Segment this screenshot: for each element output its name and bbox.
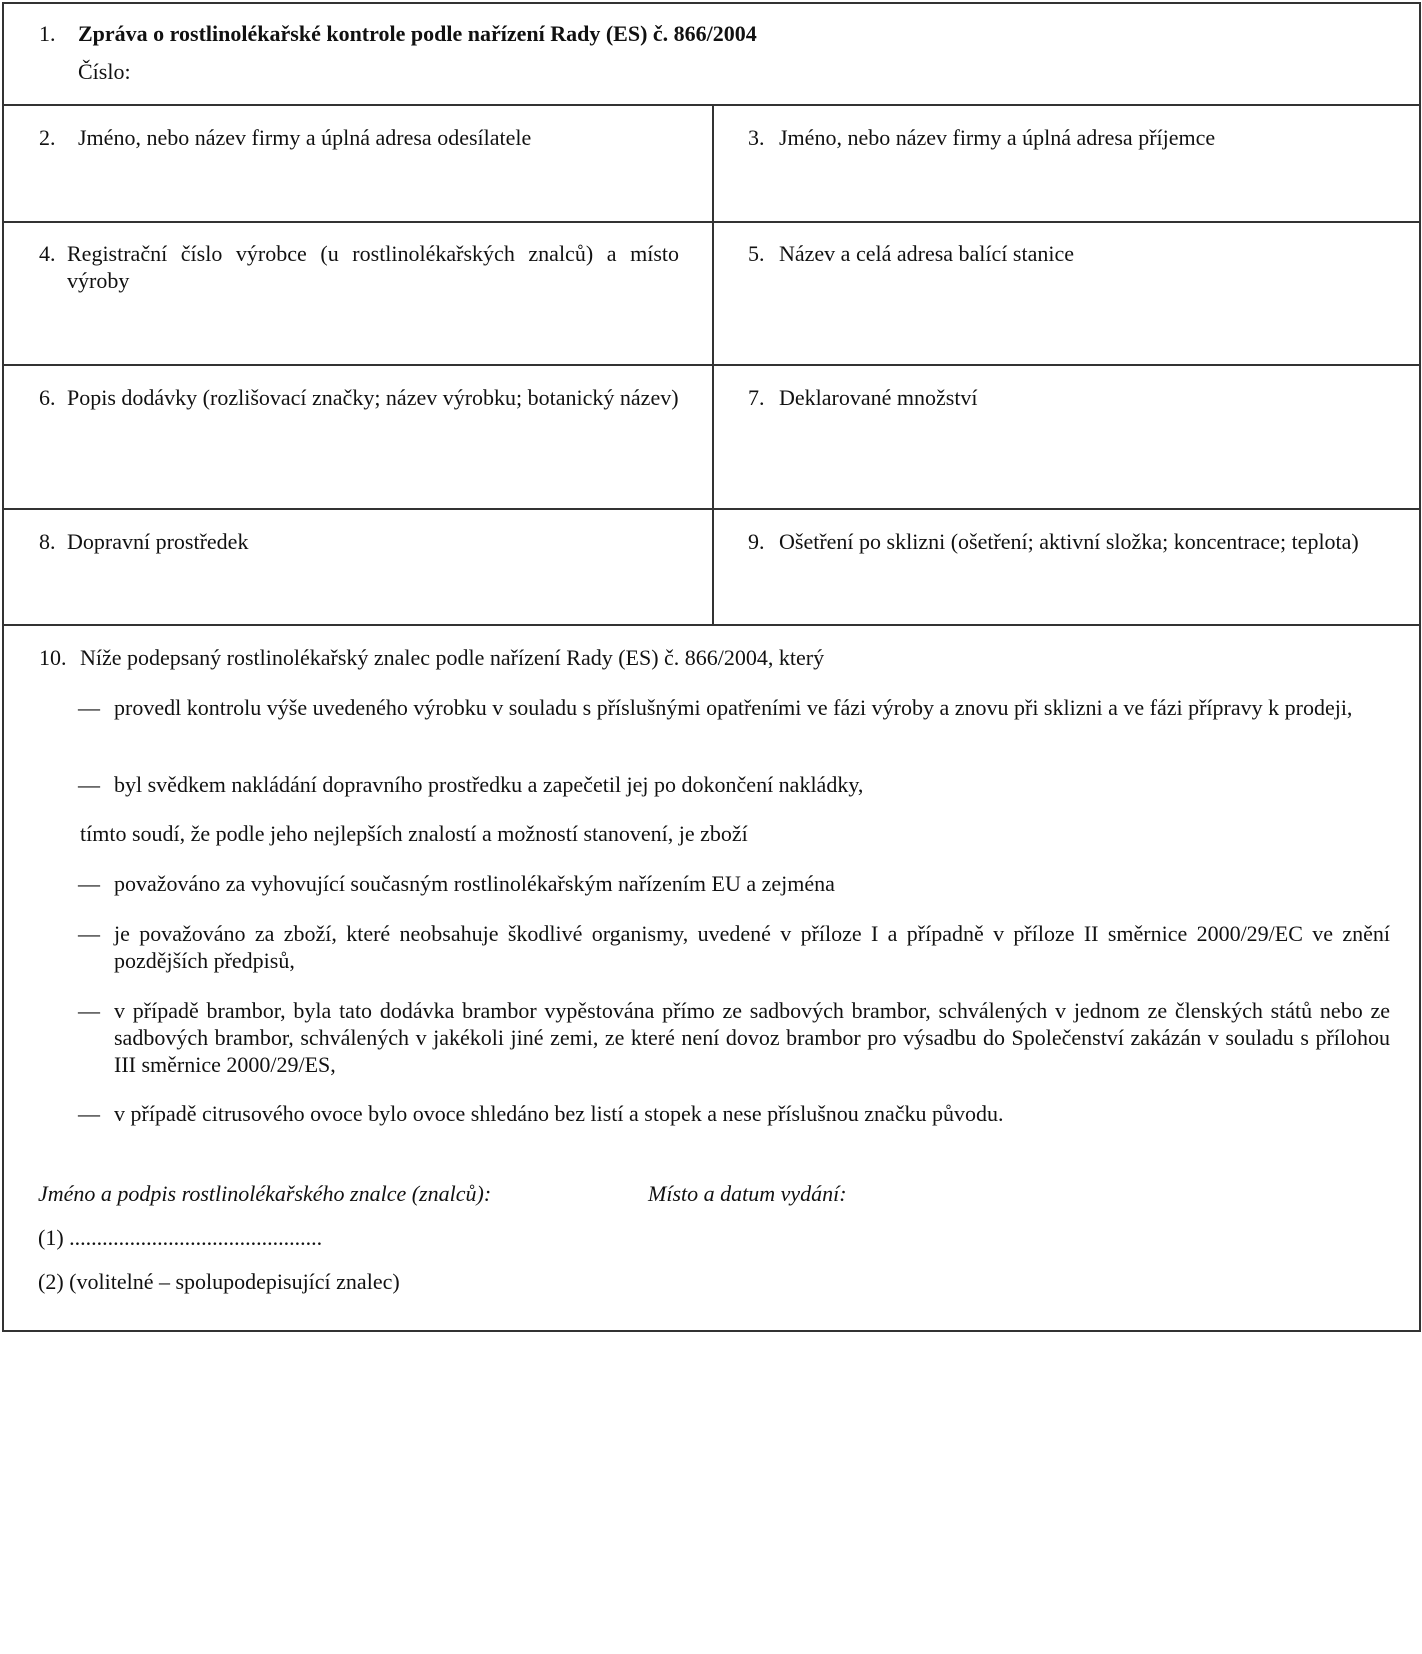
inspection-item: [78, 771, 1390, 798]
divider: [4, 624, 1419, 626]
column-divider: [712, 104, 714, 624]
box7-number: 7.: [748, 385, 765, 410]
box9: [748, 528, 1393, 555]
report-number-label: Číslo:: [78, 59, 131, 84]
dash: —: [78, 998, 100, 1023]
box10-intro: [39, 644, 1389, 671]
inspection-item-text: byl svědkem nakládání dopravního prostředku a zapečetil jej po dokončení nakládky,: [114, 772, 864, 797]
dash: —: [78, 871, 100, 896]
box6-number: 6.: [39, 385, 56, 410]
conformity-item-text: v případě citrusového ovoce bylo ovoce shledáno bez listí a stopek a nese příslušnou značku původu.: [114, 1101, 1004, 1126]
box9-number: 9.: [748, 529, 765, 554]
conformity-item: [78, 1100, 1390, 1127]
conformity-item-text: je považováno za zboží, které neobsahuje škodlivé organismy, uvedené v příloze I a případně v příloze II směrnice 2000/29/EC ve znění pozdějších předpisů,: [114, 921, 1390, 973]
dash: —: [78, 1101, 100, 1126]
packing-station-label: Název a celá adresa balící stanice: [779, 241, 1074, 266]
conformity-item: [78, 997, 1390, 1078]
inspector-intro: Níže podepsaný rostlinolékařský znalec podle nařízení Rady (ES) č. 866/2004, který: [80, 645, 825, 670]
conformity-item-text: považováno za vyhovující současným rostlinolékařským nařízením EU a zejména: [114, 871, 835, 896]
signature-line-1[interactable]: (1) ..............................................: [38, 1225, 323, 1250]
conclusion-statement: tímto soudí, že podle jeho nejlepších znalostí a možností stanovení, je zboží: [80, 821, 748, 846]
box6: [39, 384, 679, 411]
signature-line-2[interactable]: (2) (volitelné – spolupodepisující znalec): [38, 1269, 400, 1294]
box5: [748, 240, 1388, 267]
dash: —: [78, 695, 100, 720]
phytosanitary-report-form: [2, 2, 1421, 1332]
consignment-description-label: Popis dodávky (rozlišovací značky; název výrobku; botanický název): [67, 385, 679, 410]
place-date-label: Místo a datum vydání:: [648, 1181, 847, 1206]
report-title: Zpráva o rostlinolékařské kontrole podle nařízení Rady (ES) č. 866/2004: [78, 21, 757, 46]
box1: [39, 20, 1379, 85]
sender-label: Jméno, nebo název firmy a úplná adresa odesílatele: [78, 125, 532, 150]
conformity-item: [78, 870, 1390, 897]
box10-number: 10.: [39, 645, 67, 670]
recipient-label: Jméno, nebo název firmy a úplná adresa příjemce: [779, 125, 1216, 150]
inspection-item-text: provedl kontrolu výše uvedeného výrobku v souladu s příslušnými opatřeními ve fázi výroby a znovu při sklizni a ve fázi přípravy k prodeji,: [114, 695, 1353, 720]
transport-label: Dopravní prostředek: [67, 529, 249, 554]
box2-number: 2.: [39, 125, 56, 150]
dash: —: [78, 921, 100, 946]
box2: [39, 124, 679, 151]
post-harvest-treatment-label: Ošetření po sklizni (ošetření; aktivní složka; koncentrace; teplota): [779, 529, 1359, 554]
box3-number: 3.: [748, 125, 765, 150]
box7: [748, 384, 1388, 411]
inspection-item: [78, 694, 1390, 721]
box1-number: 1.: [39, 21, 56, 46]
declared-quantity-label: Deklarované množství: [779, 385, 978, 410]
box8-number: 8.: [39, 529, 56, 554]
signature-label: Jméno a podpis rostlinolékařského znalce (znalců):: [38, 1181, 492, 1206]
box4-number: 4.: [39, 241, 56, 266]
conformity-item: [78, 920, 1390, 974]
dash: —: [78, 772, 100, 797]
box8: [39, 528, 679, 555]
conformity-item-text: v případě brambor, byla tato dodávka brambor vypěstována přímo ze sadbových brambor, schválených v jednom ze členských států nebo ze sadbových brambor, schválených v jakékoli jiné zemi, ze které není dovoz brambor pro výsadbu do Společenství zakázán v souladu s přílohou III směrnice 2000/29/ES,: [114, 998, 1390, 1077]
producer-registration-label: Registrační číslo výrobce (u rostlinolékařských znalců) a místo výroby: [67, 241, 679, 293]
box5-number: 5.: [748, 241, 765, 266]
box4: [39, 240, 679, 294]
box3: [748, 124, 1388, 151]
